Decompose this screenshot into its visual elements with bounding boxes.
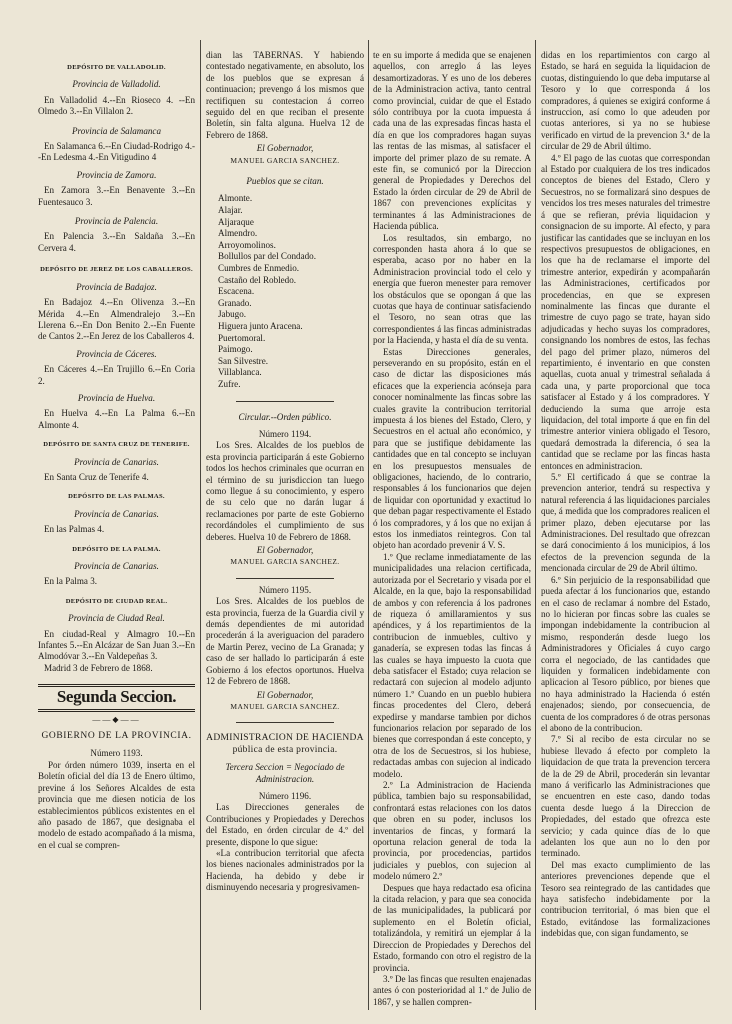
town-item: Puertomoral.	[218, 332, 266, 343]
town-item: Paimogo.	[218, 344, 253, 355]
deposit-heading-ciudad-real: DEPÓSITO DE CIUDAD REAL.	[65, 597, 168, 605]
province-salamanca: Provincia de Salamanca	[71, 125, 162, 136]
province-zamora: Provincia de Zamora.	[76, 169, 157, 180]
province-huelva: Provincia de Huelva.	[77, 392, 156, 403]
entries-las-palmas: En las Palmas 4.	[44, 524, 105, 535]
admin-title: ADMINISTRACION DE HACIENDA pública de esta provincia.	[206, 733, 364, 755]
col3-paragraph-2: Los resultados, sin embargo, no corresponden hasta ahora á lo que se esperaba, acaso por no haber en la Administracion provincial todo el celo y energía que fueron menester para remover los obstáculos que se opongan á que las cuotas que haya de continuar satisfaciendo el Tesoro, no sean otras que las correspondientes á las fincas administradas por la Hacienda, y hasta el día de su venta.	[373, 232, 531, 346]
town-item: Escacena.	[218, 286, 255, 297]
number-1193: Número 1193.	[90, 748, 143, 759]
column-rule-2	[368, 40, 369, 1010]
towns-list	[218, 193, 364, 390]
town-item: Aljaraque	[218, 216, 254, 227]
quote-start: «La contribucion territorial que afecta los bienes nacionales administrados por la Hacienda, ha debido y debe ir disminuyendo necesaria y progresivamen-	[206, 847, 364, 893]
col3-paragraph-7: 3.º De las fincas que resulten enajenadas antes ó con posterioridad al 1.º de Julio de 1867, y se hallen compren-	[373, 973, 531, 1007]
signature-title-1: El Gobernador,	[256, 143, 314, 154]
number-1195: Número 1195.	[258, 584, 312, 595]
signature-name-2: MANUEL GARCIA SANCHEZ.	[230, 557, 340, 567]
town-item: Alajar.	[218, 205, 243, 216]
province-caceres: Provincia de Cáceres.	[76, 348, 157, 359]
column-3	[373, 40, 531, 1010]
column-2	[206, 40, 364, 1010]
town-item: Bollullos par del Condado.	[218, 251, 317, 262]
town-item: Arroyomolinos.	[218, 239, 276, 250]
entries-tenerife: En Santa Cruz de Tenerife 4.	[44, 471, 149, 482]
col3-paragraph-4: 1.º Que reclame inmediatamente de las municipalidades una relacion certificada, autorizada por el Secretario y visada por el Alcalde, en la que, bajo la responsabilidad de ambos y con referencia á los padrones de riqueza ó amillaramientos y sus apéndices, y á los repartimientos de la contribucion de inmuebles, cultivo y ganadería, se expresen todas las fincas á las cuales se haya impuesto la cuota que deba satisfacer el Estado; cuya relacion se redactará con sujecion al modelo adjunto número 1.º Cuando en un pueblo hubiera fincas procedentes del Clero, deberá expedirse y mandarse tambien por dichos funcionarios relacion por separado de los bienes que correspondan á este concepto, y otra de los de Secuestros, si los hubiese, redactadas ambas con sujecion al indicado modelo.	[373, 551, 531, 779]
town-item: Higuera junto Aracena.	[218, 321, 303, 331]
date-line: Madrid 3 de Febrero de 1868.	[44, 662, 153, 673]
col3-paragraph-1: te en su importe á medida que se enajenen aquellos, con arreglo á las leyes desamortizadoras. Y es uno de los deberes de la Administracion activa, tanto central como provincial, cuidar de que el Estado sólo contribuya por la cuota impuesta á cada una de las expresadas fincas hasta el día en que los compradores hagan suyas las rentas de las mismas, al satisfacer el importe del primer plazo de su remate. A este fin, se comunicó por la Direccion general de Propiedades y Derechos del Estado la órden circular de 29 de Abril de 1867 con prevenciones explícitas y terminantes á las Administraciones de Hacienda pública.	[373, 50, 531, 232]
column-rule-3	[535, 40, 536, 1010]
province-palencia: Provincia de Palencia.	[74, 216, 159, 227]
text-1196: Las Direcciones generales de Contribuciones y Propiedades y Derechos del Estado, en órden circular de 4.º del presente, dispone lo que sigue:	[206, 802, 364, 847]
entries-la-palma: En la Palma 3.	[44, 576, 98, 587]
signature-name-3: MANUEL GARCIA SANCHEZ.	[230, 701, 340, 711]
towns-intro: Pueblos que se citan.	[246, 176, 324, 187]
col4-paragraph-1: didas en los repartimientos con cargo al Estado, se hará en seguida la liquidacion de cuotas, distinguiendo lo que deba imputarse al Tesoro y lo que corresponda á los compradores, á quienes se exigirá conforme á instruccion, así como lo que adeuden por cuotas anteriores, si ya no se hubiese verificado en virtud de la prevencion 3.ª de la circular de 29 de Abril último.	[541, 50, 710, 152]
rule-divider-1	[236, 401, 334, 402]
deposit-heading-tenerife: DEPÓSITO DE SANTA CRUZ DE TENERIFE.	[43, 441, 190, 449]
entries-ciudad-real: En ciudad-Real y Almagro 10.--En Infantes 5.--En Alcázar de San Juan 3.--En Almodóvar 3.--En Valdepeñas 3.	[38, 628, 195, 662]
col3-paragraph-6: Despues que haya redactado esa oficina la citada relacion, y para que sea conocida de las municipalidades, la publicará por suplemento en el Boletín oficial, totalizándola, y remitirá un ejemplar á la Direccion de Propiedades y Derechos del Estado, formando con otro el registro de la provincia.	[373, 882, 531, 973]
town-item: Almonte.	[218, 193, 253, 204]
col3-paragraph-3: Estas Direcciones generales, perseverando en su propósito, están en el caso de dictar las disposiciones más eficaces que la experiencia acónseja para conocer nominalmente las fincas sobre las cuales gravite la contribucion territorial impuesta á los bienes del Estado, Clero, y Secuestros en el actual año económico, y para que se justifique debidamente las cantidades que en tal concepto se incluyan en los presupuestos mensuales de obligaciones, haciendo, de lo contrario, responsables á los funcionarios que dejen de liquidar con oportunidad y exactitud lo que deban pagar respectivamente el Estado ó los compradores, y á los que no exijan á estos los inmediatos reintegros. Con tal objeto han acordado prevenir á V. S.	[373, 346, 531, 551]
column-4	[541, 40, 710, 1010]
town-item: Zufre.	[218, 378, 241, 389]
town-item: Castaño del Robledo.	[218, 274, 297, 285]
gov-title: GOBIERNO DE LA PROVINCIA.	[41, 731, 192, 742]
number-1194: Número 1194.	[258, 428, 312, 439]
col4-paragraph-3: 5.º El certificado á que se contrae la prevencion anterior, tendrá su respectiva y natural referencia á las liquidaciones parciales que, á medida que los compradores realicen el primer plazo, deben ejecutarse por las Administraciones. Del resultado que ofrezcan se dará conocimiento á los municipios, á los efectos de la prevencion segunda de la mencionada circular de 29 de Abril último.	[541, 472, 710, 574]
tercera-seccion: Tercera Seccion = Negociado de Administracion.	[225, 762, 345, 784]
col4-paragraph-6: Del mas exacto cumplimiento de las anteriores prevenciones depende que el Tesoro sea reintegrado de las cantidades que haya satisfecho indebidamente por la contribucion territorial, ó mas bien que el Estado, evitándose las formalizaciones indebidas que, con sigan fundamento, se	[541, 859, 710, 939]
column-1	[38, 40, 195, 1010]
text-1193-continued: dian las TABERNAS. Y habiendo contestado negativamente, en absoluto, los de los pueblos que se expresan á continuacion; prevengo á los mismos que rectifiquen su contestacion á correo seguido del en que reciban el presente Boletín, sin falta alguna. Huelva 12 de Febrero de 1868.	[206, 50, 364, 140]
rule-divider-3	[236, 722, 334, 723]
town-item: Villablanca.	[218, 367, 262, 378]
text-1195: Los Sres. Alcaldes de los pueblos de esta provincia, fuerza de la Guardia civil y demás dependientes de mi autoridad procederán á la averiguacion del paradero de Martin Perez, vecino de La Granada; y caso de ser hallado lo participarán á este Gobierno á los efectos oportunos. Huelva 12 de Febrero de 1868.	[206, 596, 364, 687]
signature-name-1: MANUEL GARCIA SANCHEZ.	[230, 155, 340, 165]
deposit-heading-las-palmas: DEPÓSITO DE LAS PALMAS.	[68, 493, 165, 501]
text-1194: Los Sres. Alcaldes de los pueblos de esta provincia participarán á este Gobierno todos los hechos criminales que ocurran en el término de su jurisdiccion tan luego como llegue á su conocimiento, y espero de su celo que no darán lugar á reclamaciones por parte de este Gobierno recordándoles el cumplimiento de sus deberes. Huelva 10 de Febrero de 1868.	[206, 440, 364, 542]
col3-paragraph-5: 2.º La Administracion de Hacienda pública, tambien bajo su responsabilidad, confrontará estas relaciones con los datos que obren en su poder, inclusos los inventarios de fincas, y formará la oportuna relacion general de toda la provincia, por procedencias, partidos judiciales y pueblos, con sujecion al modelo número 2.º	[373, 780, 531, 882]
newspaper-page	[38, 40, 710, 1010]
deposit-heading-la-palma: DEPÓSITO DE LA PALMA.	[72, 545, 161, 553]
entries-caceres: En Cáceres 4.--En Trujillo 6.--En Coria 2.	[38, 364, 195, 386]
text-1193: Por órden número 1039, inserta en el Boletín oficial del día 13 de Enero último, previne á los Señores Alcaldes de esta provincia que me diesen noticia de los establecimientos públicos existentes en el año pasado de 1867, que designaba el modelo de estado acompañado á la misma, en el cual se compren-	[38, 759, 195, 850]
province-ciudad-real: Provincia de Ciudad Real.	[68, 613, 165, 624]
col4-paragraph-2: 4.º El pago de las cuotas que correspondan al Estado por cualquiera de los tres indicados conceptos de bienes del Estado, Clero y Secuestros, no se formalizará sino despues de vencidos los tres meses naturales del trimestre á que se refieran, prévia liquidacion y consignacion de su importe. Al efecto, y para justificar las cantidades que se incluyan en los respectivos presupuestos de obligaciones, en los que ha de reclamarse el importe del trimestre anterior, expedirán y acompañarán las Administraciones, certificados por procedencias, en que se expresen nominalmente las fincas que durante el trimestre de cuyo pago se trate, hayan sido adjudicadas y hecho suyas los compradores, consignando los nombres de estos, las fechas del pago del primer plazo, números del repartimiento, é inventario en que consten aquellas, cuota anual y trimestral señalada á cada una, y parte proporcional que toca satisfacer al Estado y á los compradores. Y deduciendo la suma que arroje esta liquidacion, del total importe á que en fin del trimestre anterior viniera obligado el Tesoro, quedará demostrada la diferencia, ó sea la cantidad que se reclame por las fincas hasta entonces en administracion.	[541, 152, 710, 471]
signature-title-3: El Gobernador,	[256, 689, 314, 700]
entries-salamanca: En Salamanca 6.--En Ciudad-Rodrigo 4.--En Ledesma 4.-En Vitigudino 4	[38, 141, 195, 163]
col4-paragraph-5: 7.º Si al recibo de esta circular no se hubiese llevado á efecto por completo la liquidacion de que trata la prevencion tercera de la de 29 de Abril, procederán sin levantar mano á verificarlo las Administraciones que se encuentren en este caso, dando todas cuenta desde luego á la Direccion de Propiedades, del estado que ofrezca este servicio; y cada quince días de lo que adelanten los que aun no lo den por terminado.	[541, 734, 710, 859]
province-valladolid: Provincia de Valladolid.	[72, 79, 161, 90]
col4-paragraph-4: 6.º Sin perjuicio de la responsabilidad que pueda afectar á los funcionarios que, estando en el caso de reclamar á nombre del Estado, no lo hicieran por fincas sobre las cuales se impongan indebidamente la contribucion al mismo, responderán desde luego los Administradores y Oficiales á cuyo cargo corra el negociado, de las cantidades que liquiden y formalicen indebidamente con aplicacion al Tesoro público, por bienes que no haya administrado la Hacienda ó estén enajenados; siendo, por consecuencia, de cuenta de los compradores ó de otras personas el abono de la contribucion.	[541, 574, 710, 733]
section-title: Segunda Seccion.	[38, 684, 195, 711]
entries-palencia: En Palencia 3.--En Saldaña 3.--En Cervera 4.	[38, 231, 195, 253]
entries-zamora: En Zamora 3.--En Benavente 3.--En Fuentesauco 3.	[38, 185, 195, 207]
province-badajoz: Provincia de Badajoz.	[76, 281, 157, 292]
number-1196: Número 1196.	[258, 790, 312, 801]
deposit-heading-jerez: DEPÓSITO DE JEREZ DE LOS CABALLEROS.	[40, 266, 193, 274]
rule-divider-2	[236, 578, 334, 579]
province-canarias-2: Provincia de Canarias.	[74, 508, 159, 519]
entries-valladolid: En Valladolid 4.--En Rioseco 4. --En Olmedo 3.--En Villalon 2.	[38, 94, 195, 117]
province-canarias-3: Provincia de Canarias.	[74, 561, 159, 571]
circular-title: Circular.--Orden público.	[238, 411, 332, 422]
deposit-heading-valladolid: DEPÓSITO DE VALLADOLID.	[67, 64, 166, 71]
signature-title-2: El Gobernador,	[256, 545, 314, 556]
town-item: Granado.	[218, 297, 252, 308]
column-rule-1	[200, 40, 201, 1010]
entries-badajoz: En Badajoz 4.--En Olivenza 3.--En Mérida 4.--En Almendralejo 3.--En Llerena 6.--En Don Benito 2.--En Fuente de Cantos 2.--En Jerez de los Caballeros 4.	[38, 297, 195, 342]
town-item: San Silvestre.	[218, 355, 269, 366]
province-canarias-1: Provincia de Canarias.	[74, 456, 159, 467]
town-item: Almendro.	[218, 228, 258, 239]
ornament-divider: ——◆——	[92, 714, 141, 724]
entries-huelva: En Huelva 4.--En La Palma 6.--En Almonte 4.	[38, 408, 195, 430]
town-item: Jabugo.	[218, 309, 247, 320]
town-item: Cumbres de Enmedio.	[218, 263, 300, 274]
